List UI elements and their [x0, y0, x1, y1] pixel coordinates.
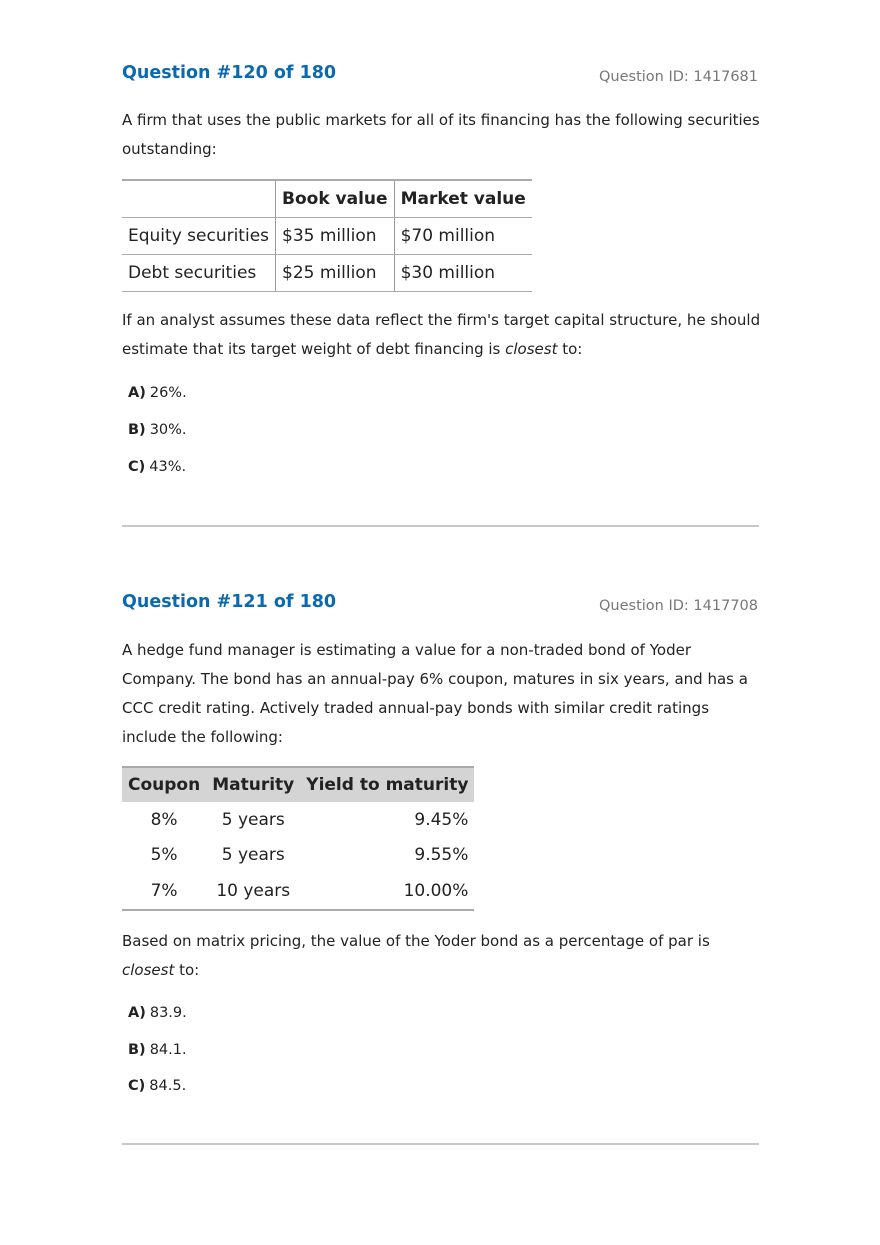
option-text: 83.9.: [149, 1005, 187, 1021]
question-id: Question ID: 1417708: [599, 598, 758, 614]
table-header-row: [122, 767, 474, 802]
table-cell: 9.45%: [414, 809, 469, 830]
header-cell: Yield to maturity: [300, 767, 474, 802]
table-row: [122, 802, 474, 838]
option-text: 43%.: [149, 459, 187, 475]
table-row: [122, 218, 532, 255]
option-letter: A): [128, 1005, 146, 1021]
table-cell: $35 million: [276, 218, 395, 255]
header-cell: [122, 180, 276, 218]
answer-option-b[interactable]: [128, 1040, 187, 1060]
stem-text: Based on matrix pricing, the value of the Yoder bond as a percentage of par is: [122, 932, 710, 950]
header-cell: Coupon: [122, 767, 206, 802]
question-title: Question #121 of 180: [122, 592, 337, 612]
option-letter: A): [128, 385, 146, 401]
answer-option-c[interactable]: [128, 1076, 186, 1096]
bond-yields-table: [122, 766, 474, 911]
stem-text: to:: [174, 961, 200, 979]
option-letter: B): [128, 1042, 146, 1058]
stem-emphasis: closest: [122, 961, 175, 979]
table-row: [122, 838, 474, 874]
option-letter: C): [128, 459, 146, 475]
question-title: Question #120 of 180: [122, 63, 337, 83]
table-cell: 10 years: [216, 880, 291, 901]
table-cell: 9.55%: [414, 845, 469, 866]
option-letter: C): [128, 1078, 146, 1094]
option-text: 84.5.: [149, 1078, 187, 1094]
header-cell: Maturity: [206, 767, 300, 802]
divider: [122, 1143, 759, 1145]
table-cell: $25 million: [276, 255, 395, 292]
header-cell: Market value: [394, 180, 532, 218]
question-intro: A firm that uses the public markets for all of its financing has the following securities outstanding:: [122, 111, 760, 158]
table-row: [122, 255, 532, 292]
question-id: Question ID: 1417681: [599, 69, 758, 85]
table-row: [122, 873, 474, 910]
stem-emphasis: closest: [505, 340, 558, 358]
answer-option-b[interactable]: [128, 420, 187, 440]
table-cell: 8%: [150, 809, 178, 830]
table-cell: $70 million: [394, 218, 532, 255]
answer-option-a[interactable]: [128, 383, 187, 403]
table-cell: $30 million: [394, 255, 532, 292]
option-letter: B): [128, 422, 146, 438]
securities-table: [122, 179, 532, 292]
table-cell: 7%: [150, 880, 178, 901]
divider: [122, 525, 759, 527]
stem-text: to:: [557, 340, 583, 358]
answer-option-c[interactable]: [128, 457, 186, 477]
header-cell: Book value: [276, 180, 395, 218]
table-cell: 5 years: [221, 845, 285, 866]
table-cell: 10.00%: [403, 880, 469, 901]
question-intro: A hedge fund manager is estimating a value for a non-traded bond of Yoder Company. The bond has an annual-pay 6% coupon, matures in six years, and has a CCC credit rating. Actively traded annual-pay bonds with similar credit ratings include the following:: [122, 641, 748, 746]
question-stem: [122, 306, 762, 364]
answer-option-a[interactable]: [128, 1003, 187, 1023]
option-text: 26%.: [149, 385, 187, 401]
question-stem: [122, 927, 762, 985]
option-text: 84.1.: [149, 1042, 187, 1058]
option-text: 30%.: [149, 422, 187, 438]
table-header-row: [122, 180, 532, 218]
table-cell: 5 years: [221, 809, 285, 830]
table-cell: 5%: [150, 845, 178, 866]
table-cell: Equity securities: [122, 218, 276, 255]
table-cell: Debt securities: [122, 255, 276, 292]
stem-text: If an analyst assumes these data reflect the firm's target capital structure, he should estimate that its target weight of debt financing is: [122, 311, 761, 358]
